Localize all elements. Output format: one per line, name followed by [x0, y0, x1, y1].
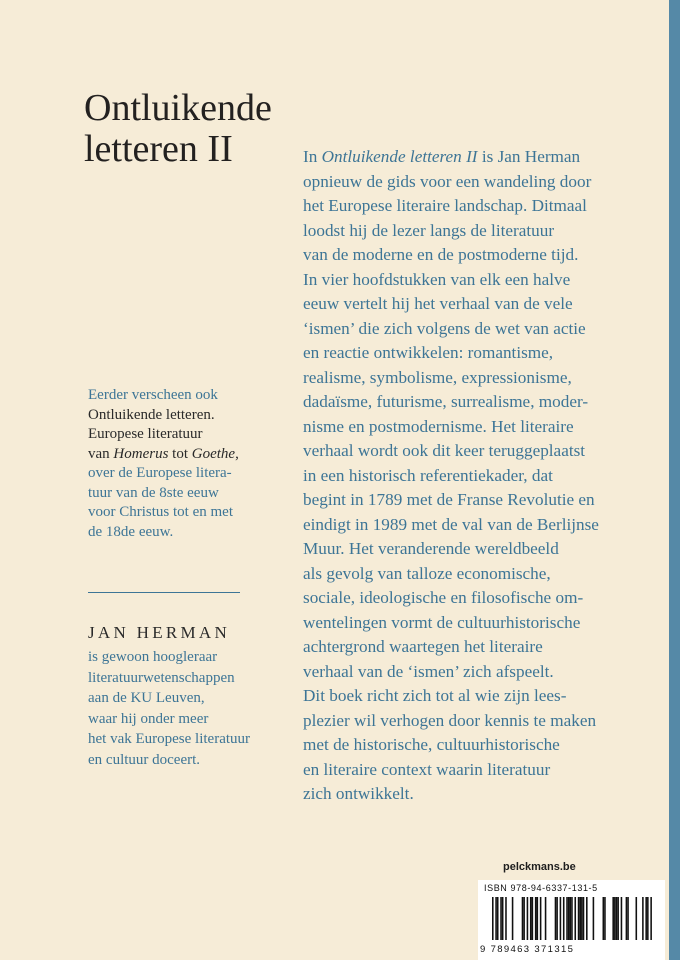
barcode-bar: [614, 897, 616, 940]
barcode-icon: [492, 897, 652, 940]
barcode-bar: [555, 897, 557, 940]
earlier-homerus: Homerus: [113, 445, 169, 462]
author-bio-line: aan de KU Leuven,: [88, 690, 205, 706]
divider-rule: [88, 592, 240, 593]
barcode-bar: [586, 897, 588, 940]
blurb-line: opnieuw de gids voor een wandeling door: [303, 171, 592, 191]
barcode-bar: [636, 897, 638, 940]
blurb-line: van de moderne en de postmoderne tijd.: [303, 245, 579, 264]
barcode-bar: [642, 897, 644, 940]
blurb-line: wentelingen vormt de cultuurhistorische: [303, 612, 581, 632]
isbn-label: ISBN 978-94-6337-131-5: [484, 883, 598, 893]
author-name: JAN HERMAN: [88, 623, 231, 642]
barcode-bar: [645, 897, 647, 940]
blurb-line: zich ontwikkelt.: [303, 784, 414, 803]
blurb-line: realisme, symbolisme, expressionisme,: [303, 367, 572, 387]
barcode-bar: [500, 897, 502, 940]
barcode-bar: [583, 897, 585, 940]
barcode-bar: [570, 897, 572, 940]
earlier-book-title: Ontluikende letteren.: [88, 406, 215, 423]
spine-stripe: [669, 0, 680, 960]
blurb-line: als gevolg van talloze economische,: [303, 563, 551, 583]
blurb-line-1: [303, 145, 633, 170]
barcode-bar: [566, 897, 568, 940]
earlier-line: tuur van de 8ste eeuw: [88, 484, 219, 501]
barcode-panel: [478, 880, 665, 960]
barcode-bar: [578, 897, 580, 940]
blurb-line: dadaïsme, futurisme, surrealisme, moder-: [303, 392, 589, 411]
barcode-bar: [556, 897, 558, 940]
barcode-bar: [574, 897, 576, 940]
blurb-line: begint in 1789 met de Franse Revolutie en: [303, 490, 595, 509]
barcode-bar: [612, 897, 614, 940]
barcode-bar: [535, 897, 537, 940]
earlier-line: over de Europese litera-: [88, 465, 232, 481]
barcode-bar: [537, 897, 539, 940]
blurb-line: het Europese literaire landschap. Ditmaal: [303, 196, 587, 215]
blurb-line: eeuw vertelt hij het verhaal van de vele: [303, 294, 573, 313]
blurb-prefix: In: [303, 147, 322, 166]
blurb-text: [303, 145, 633, 807]
blurb-line: in een historisch referentiekader, dat: [303, 465, 553, 485]
barcode-bar: [527, 897, 529, 940]
blurb-line: Dit boek richt zich tot al wie zijn lees-: [303, 686, 567, 705]
barcode-bar: [626, 897, 628, 940]
barcode-bar: [502, 897, 504, 940]
publisher-url: pelckmans.be: [503, 861, 576, 873]
author-bio-line: is gewoon hoogleraar: [88, 649, 218, 665]
barcode-bar: [505, 897, 507, 940]
earlier-line: Eerder verscheen ook: [88, 387, 218, 403]
author-bio-line: waar hij onder meer: [88, 710, 209, 727]
earlier-line: [88, 445, 288, 465]
author-bio-line: het vak Europese literatuur: [88, 731, 251, 747]
earlier-tot: tot: [168, 445, 192, 462]
ean-digits: 9 789463 371315: [480, 944, 575, 955]
barcode-bar: [492, 897, 494, 940]
barcode-bar: [522, 897, 524, 940]
barcode-bar: [512, 897, 514, 940]
earlier-comma: ,: [235, 445, 239, 462]
blurb-line: en literaire context waarin literatuur: [303, 759, 551, 779]
blurb-line: loodst hij de lezer langs de literatuur: [303, 220, 555, 240]
barcode-bar: [621, 897, 623, 940]
barcode-bar: [545, 897, 547, 940]
barcode-bar: [560, 897, 562, 940]
blurb-line: ‘ismen’ die zich volgens de wet van actie: [303, 318, 586, 338]
blurb-line: met de historische, cultuurhistorische: [303, 735, 560, 754]
barcode-bar: [568, 897, 570, 940]
author-bio-line: literatuurwetenschappen: [88, 669, 235, 686]
barcode-bar: [540, 897, 542, 940]
blurb-suffix: is Jan Herman: [477, 147, 581, 166]
barcode-bar: [617, 897, 619, 940]
title-line-1: Ontluikende: [84, 87, 272, 129]
blurb-line: eindigt in 1989 met de val van de Berlijnse: [303, 514, 599, 534]
earlier-goethe: Goethe: [191, 445, 236, 462]
blurb-book-title: Ontluikende letteren II: [321, 147, 478, 166]
blurb-line: verhaal wordt ook dit keer teruggeplaatst: [303, 441, 586, 460]
blurb-line: Muur. Het veranderende wereldbeeld: [303, 539, 559, 558]
blurb-line: plezier wil verhogen door kennis te maken: [303, 710, 597, 730]
earlier-published-note: [88, 386, 288, 542]
blurb-line: verhaal van de ‘ismen’ zich afspeelt.: [303, 661, 554, 681]
barcode-bar: [650, 897, 652, 940]
barcode-bar: [593, 897, 595, 940]
barcode-bar: [616, 897, 618, 940]
barcode-bar: [532, 897, 534, 940]
barcode-bar: [603, 897, 605, 940]
title-line-2: letteren II: [84, 128, 233, 170]
barcode-bar: [530, 897, 532, 940]
barcode-bar: [647, 897, 649, 940]
barcode-bar: [571, 897, 573, 940]
author-bio-line: en cultuur doceert.: [88, 751, 201, 768]
earlier-book-subtitle: Europese literatuur: [88, 426, 203, 442]
earlier-line: voor Christus tot en met: [88, 504, 233, 520]
blurb-line: achtergrond waartegen het literaire: [303, 637, 543, 656]
barcode-bar: [581, 897, 583, 940]
blurb-line: sociale, ideologische en filosofische om-: [303, 588, 584, 607]
barcode-bar: [627, 897, 629, 940]
barcode-bar: [579, 897, 581, 940]
author-bio: [88, 647, 288, 770]
blurb-line: In vier hoofdstukken van elk een halve: [303, 269, 571, 289]
earlier-line: de 18de eeuw.: [88, 523, 174, 540]
earlier-van: van: [88, 445, 114, 462]
barcode-bar: [604, 897, 606, 940]
blurb-line: en reactie ontwikkelen: romantisme,: [303, 343, 554, 362]
barcode-bar: [495, 897, 497, 940]
barcode-bar: [497, 897, 499, 940]
blurb-line: nisme en postmodernisme. Het literaire: [303, 416, 574, 436]
barcode-bar: [523, 897, 525, 940]
barcode-bar: [563, 897, 565, 940]
